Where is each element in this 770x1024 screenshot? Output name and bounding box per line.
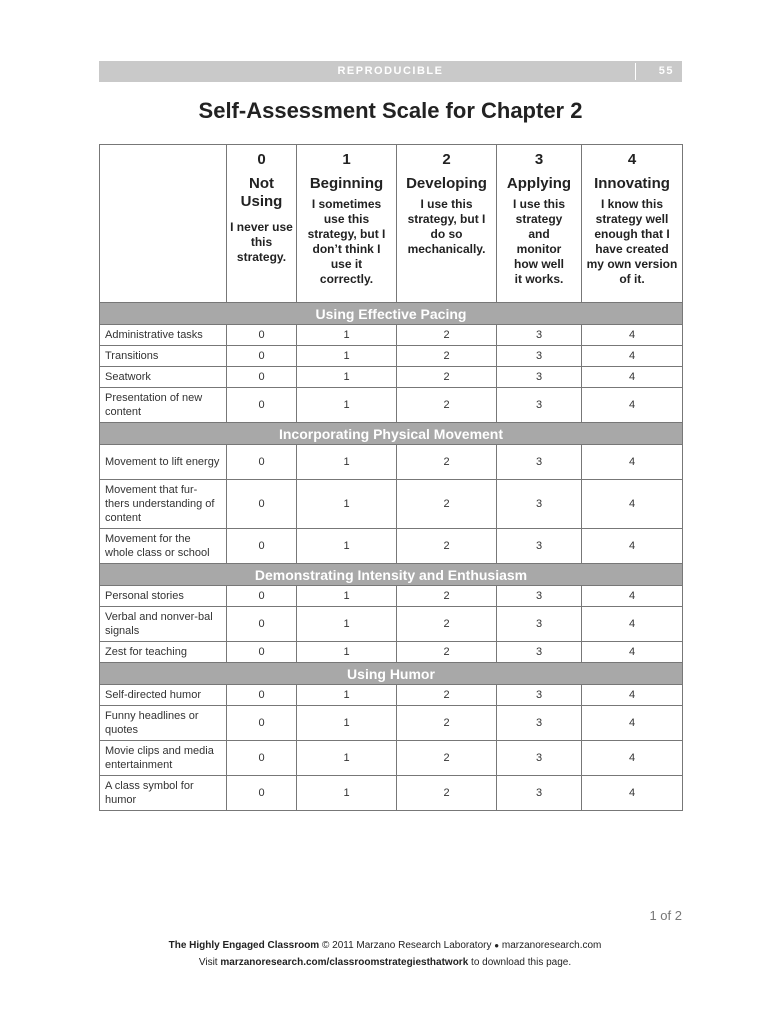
scale-header-row (100, 145, 683, 303)
table-row (100, 685, 683, 706)
scale-value: 2 (397, 445, 497, 480)
row-label: Zest for teaching (100, 642, 227, 663)
assessment-table (99, 144, 683, 811)
scale-value: 1 (297, 445, 397, 480)
scale-name: Not Using (240, 175, 283, 210)
scale-value: 1 (297, 346, 397, 367)
page-number: 55 (658, 65, 674, 77)
table-row (100, 346, 683, 367)
scale-value: 2 (397, 325, 497, 346)
section-header-row (100, 564, 683, 586)
section-title: Using Effective Pacing (100, 303, 683, 325)
scale-name: Applying (506, 175, 572, 192)
scale-value: 0 (227, 706, 297, 741)
site-link: marzanoresearch.com (501, 940, 602, 951)
scale-description: I know this strategy well enough that I have created my own version of it. (586, 197, 678, 286)
scale-number: 0 (257, 151, 266, 168)
copyright: © 2011 Marzano Research Laboratory (321, 940, 492, 951)
scale-value: 1 (297, 367, 397, 388)
scale-value: 2 (397, 586, 497, 607)
scale-column-3 (497, 145, 582, 303)
scale-value: 4 (582, 706, 683, 741)
row-label: Movement that fur-thers understanding of content (100, 480, 227, 529)
scale-value: 1 (297, 529, 397, 564)
download-link[interactable]: marzanoresearch.com/classroomstrategiesthatwork (220, 957, 469, 968)
scale-value: 4 (582, 741, 683, 776)
scale-value: 2 (397, 480, 497, 529)
footer-credit (0, 940, 770, 951)
scale-description: I never use this strategy. (230, 220, 293, 264)
section-title: Using Humor (100, 663, 683, 685)
scale-value: 4 (582, 346, 683, 367)
table-row (100, 388, 683, 423)
row-label: Movement to lift energy (100, 445, 227, 480)
scale-value: 4 (582, 776, 683, 811)
scale-value: 4 (582, 388, 683, 423)
scale-value: 0 (227, 445, 297, 480)
row-label: Administrative tasks (100, 325, 227, 346)
scale-column-1 (297, 145, 397, 303)
scale-number: 2 (442, 151, 451, 168)
row-label: Presentation of new content (100, 388, 227, 423)
book-title: The Highly Engaged Classroom (168, 940, 320, 951)
table-row (100, 367, 683, 388)
scale-value: 0 (227, 741, 297, 776)
scale-column-0 (227, 145, 297, 303)
visit-suffix: to download this page. (471, 957, 572, 968)
banner-divider (635, 63, 636, 80)
page-title: Self-Assessment Scale for Chapter 2 (198, 98, 583, 123)
scale-value: 2 (397, 706, 497, 741)
row-label: Personal stories (100, 586, 227, 607)
header-banner (99, 61, 682, 82)
table-row (100, 741, 683, 776)
scale-value: 3 (497, 367, 582, 388)
scale-value: 3 (497, 346, 582, 367)
scale-value: 2 (397, 529, 497, 564)
table-row (100, 776, 683, 811)
scale-value: 3 (497, 529, 582, 564)
scale-description: I use this strategy and monitor how well it works. (512, 197, 565, 286)
scale-value: 1 (297, 741, 397, 776)
scale-value: 1 (297, 706, 397, 741)
bullet-icon: ● (494, 941, 500, 950)
table-row (100, 586, 683, 607)
scale-value: 0 (227, 367, 297, 388)
scale-name: Developing (406, 175, 487, 192)
header-empty-cell (100, 145, 227, 303)
scale-value: 2 (397, 367, 497, 388)
scale-value: 2 (397, 685, 497, 706)
scale-value: 4 (582, 480, 683, 529)
scale-value: 4 (582, 586, 683, 607)
section-title: Demonstrating Intensity and Enthusiasm (100, 564, 683, 586)
row-label: Movement for the whole class or school (100, 529, 227, 564)
table-row (100, 325, 683, 346)
scale-value: 3 (497, 325, 582, 346)
scale-value: 2 (397, 607, 497, 642)
scale-description: I sometimes use this strategy, but I don’t think I use it correctly. (307, 197, 386, 286)
visit-prefix: Visit (198, 957, 218, 968)
scale-value: 3 (497, 480, 582, 529)
table-row (100, 529, 683, 564)
scale-number: 4 (627, 151, 637, 168)
scale-number: 1 (342, 151, 351, 168)
section-title: Incorporating Physical Movement (100, 423, 683, 445)
scale-value: 1 (297, 480, 397, 529)
section-header-row (100, 303, 683, 325)
table-row (100, 480, 683, 529)
scale-value: 2 (397, 741, 497, 776)
scale-number: 3 (534, 151, 544, 168)
row-label: Movie clips and media entertainment (100, 741, 227, 776)
page-indicator: 1 of 2 (649, 908, 682, 923)
scale-value: 4 (582, 685, 683, 706)
scale-value: 3 (497, 642, 582, 663)
scale-description: I use this strategy, but I do so mechanically. (407, 197, 486, 256)
scale-value: 0 (227, 607, 297, 642)
scale-value: 3 (497, 741, 582, 776)
scale-value: 0 (227, 685, 297, 706)
scale-value: 0 (227, 642, 297, 663)
scale-value: 4 (582, 529, 683, 564)
scale-value: 4 (582, 607, 683, 642)
scale-value: 3 (497, 776, 582, 811)
scale-value: 2 (397, 642, 497, 663)
scale-value: 4 (582, 325, 683, 346)
table-row (100, 642, 683, 663)
scale-value: 1 (297, 685, 397, 706)
scale-value: 0 (227, 346, 297, 367)
scale-value: 0 (227, 776, 297, 811)
scale-value: 3 (497, 706, 582, 741)
table-row (100, 706, 683, 741)
row-label: A class symbol for humor (100, 776, 227, 811)
row-label: Transitions (100, 346, 227, 367)
scale-value: 0 (227, 480, 297, 529)
scale-value: 2 (397, 776, 497, 811)
scale-column-2 (397, 145, 497, 303)
scale-name: Beginning (309, 175, 384, 192)
scale-value: 0 (227, 325, 297, 346)
scale-value: 0 (227, 388, 297, 423)
section-header-row (100, 423, 683, 445)
scale-column-4 (582, 145, 683, 303)
scale-value: 1 (297, 325, 397, 346)
banner-label: REPRODUCIBLE (337, 65, 444, 77)
row-label: Self-directed humor (100, 685, 227, 706)
scale-value: 4 (582, 445, 683, 480)
table-row (100, 445, 683, 480)
row-label: Seatwork (100, 367, 227, 388)
scale-name: Innovating (594, 175, 670, 192)
scale-value: 1 (297, 388, 397, 423)
scale-value: 4 (582, 642, 683, 663)
section-header-row (100, 663, 683, 685)
scale-value: 4 (582, 367, 683, 388)
scale-value: 0 (227, 529, 297, 564)
scale-value: 1 (297, 586, 397, 607)
scale-value: 2 (397, 388, 497, 423)
scale-value: 2 (397, 346, 497, 367)
scale-value: 3 (497, 388, 582, 423)
scale-value: 3 (497, 445, 582, 480)
row-label: Verbal and nonver-bal signals (100, 607, 227, 642)
table-row (100, 607, 683, 642)
scale-value: 3 (497, 685, 582, 706)
scale-value: 1 (297, 607, 397, 642)
scale-value: 1 (297, 642, 397, 663)
scale-value: 3 (497, 586, 582, 607)
scale-value: 3 (497, 607, 582, 642)
footer-download (0, 957, 770, 968)
scale-value: 1 (297, 776, 397, 811)
row-label: Funny headlines or quotes (100, 706, 227, 741)
scale-value: 0 (227, 586, 297, 607)
